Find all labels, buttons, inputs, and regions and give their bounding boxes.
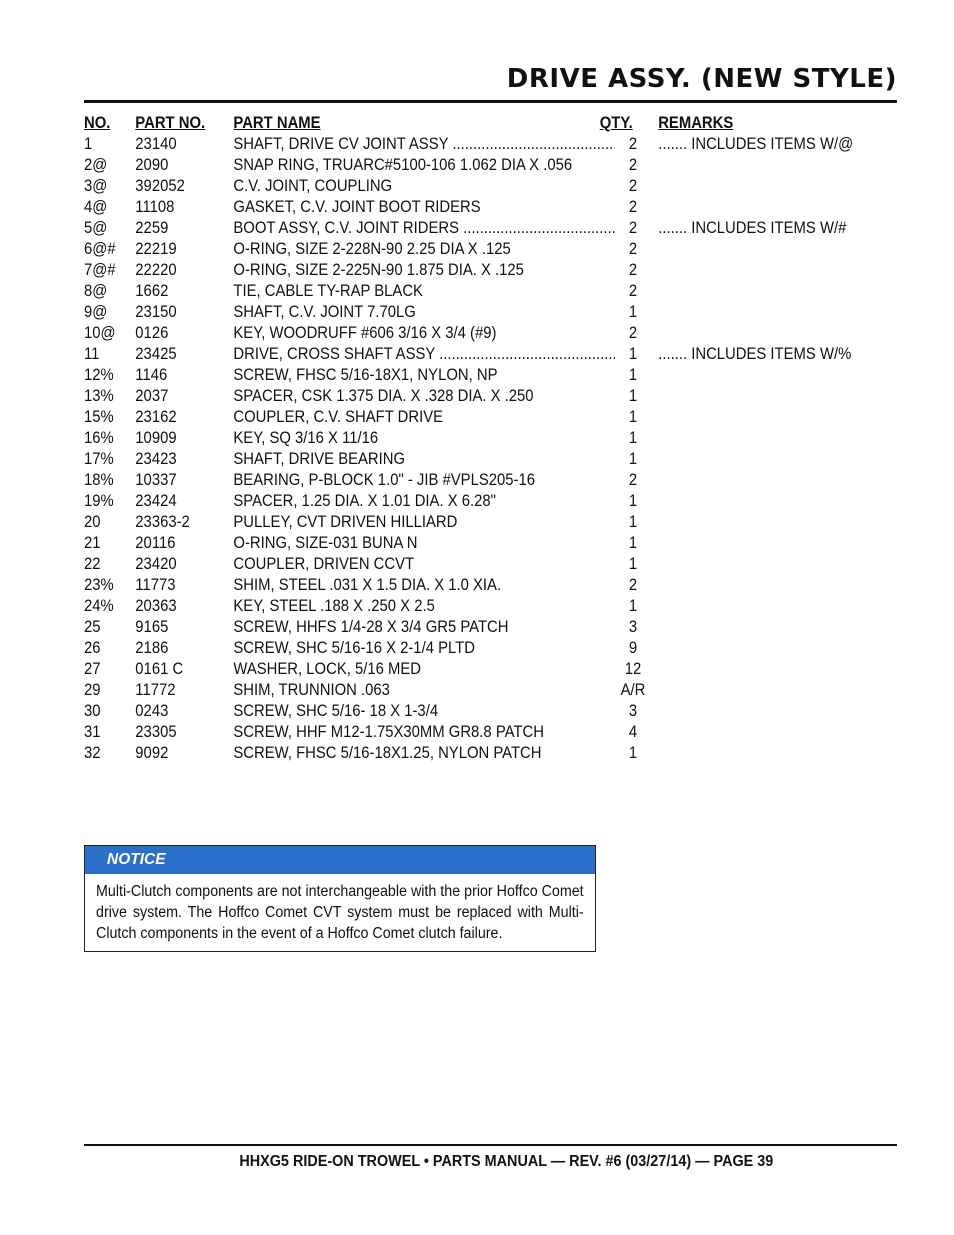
parts-row [84, 554, 786, 575]
parts-row [84, 197, 786, 218]
quantity: 12 [624, 660, 642, 678]
parts-row [84, 659, 786, 680]
item-number: 1 [84, 135, 93, 153]
part-name: O-RING, SIZE 2-225N-90 1.875 DIA. X .125 [233, 261, 524, 279]
part-name: SHIM, STEEL .031 X 1.5 DIA. X 1.0 XIA. [233, 576, 502, 594]
parts-row [84, 743, 786, 764]
quantity: 2 [628, 177, 638, 195]
part-number: 23420 [135, 555, 177, 573]
quantity: 3 [628, 702, 638, 720]
remarks: ....... INCLUDES ITEMS W/# [658, 218, 846, 239]
part-number: 2090 [135, 156, 169, 174]
quantity: 2 [628, 471, 638, 489]
part-number: 20363 [135, 597, 177, 615]
parts-row [84, 596, 786, 617]
item-number: 31 [84, 723, 101, 741]
quantity: 1 [628, 408, 638, 426]
parts-row [84, 512, 786, 533]
part-name: SNAP RING, TRUARC#5100-106 1.062 DIA X .056 [233, 156, 573, 174]
part-number: 11772 [135, 681, 176, 699]
part-name: KEY, SQ 3/16 X 11/16 [233, 429, 379, 447]
part-name: SPACER, CSK 1.375 DIA. X .328 DIA. X .250 [233, 387, 534, 405]
parts-row [84, 428, 786, 449]
quantity: 2 [628, 576, 638, 594]
parts-row [84, 638, 786, 659]
quantity: A/R [620, 681, 646, 699]
title-rule [84, 100, 897, 103]
parts-row [84, 407, 786, 428]
quantity: 1 [628, 597, 638, 615]
item-number: 23% [84, 576, 114, 594]
part-number: 2186 [135, 639, 169, 657]
parts-row [84, 323, 786, 344]
part-number: 23425 [135, 345, 177, 363]
part-number: 1662 [135, 282, 169, 300]
part-name: BEARING, P-BLOCK 1.0" - JIB #VPLS205-16 [233, 471, 535, 489]
parts-row [84, 386, 786, 407]
quantity: 2 [628, 324, 638, 342]
header-qty: QTY. [599, 114, 633, 132]
header-part-no: PART NO. [135, 114, 206, 132]
parts-row [84, 281, 786, 302]
part-name: GASKET, C.V. JOINT BOOT RIDERS [233, 198, 481, 216]
part-number: 2259 [135, 219, 169, 237]
item-number: 22 [84, 555, 101, 573]
item-number: 24% [84, 597, 114, 615]
parts-row [84, 449, 786, 470]
part-number: 23424 [135, 492, 177, 510]
parts-row [84, 470, 786, 491]
item-number: 10@ [84, 324, 116, 342]
item-number: 20 [84, 513, 101, 531]
parts-rows [84, 134, 864, 764]
header-part-name: PART NAME [233, 114, 321, 132]
quantity: 1 [628, 450, 638, 468]
part-number: 11108 [135, 198, 175, 216]
parts-row [84, 344, 852, 365]
part-number: 0161 C [135, 660, 184, 678]
parts-row [84, 680, 786, 701]
page-footer: HHXG5 RIDE-ON TROWEL • PARTS MANUAL — REV. #6 (03/27/14) — PAGE 39 [239, 1153, 773, 1170]
part-number: 23363-2 [135, 513, 190, 531]
part-number: 0243 [135, 702, 169, 720]
part-name: SHAFT, DRIVE CV JOINT ASSY ..... [233, 134, 615, 155]
quantity: 1 [628, 303, 638, 321]
parts-row [84, 617, 786, 638]
quantity: 1 [628, 534, 638, 552]
item-number: 17% [84, 450, 114, 468]
header-no: NO. [84, 114, 111, 132]
part-name: SPACER, 1.25 DIA. X 1.01 DIA. X 6.28" [233, 492, 496, 510]
part-number: 22220 [135, 261, 177, 279]
notice-text: Multi-Clutch components are not interchangeable with the prior Hoffco Comet drive system. The Hoffco Comet CVT system must be replaced with Multi-Clutch components in the event of a Hoffco Comet clutch failure. [96, 883, 584, 942]
notice-box [84, 845, 596, 952]
part-name: COUPLER, DRIVEN CCVT [233, 555, 415, 573]
quantity: 4 [628, 723, 638, 741]
item-number: 9@ [84, 303, 108, 321]
part-number: 20116 [135, 534, 176, 552]
part-name: SCREW, HHFS 1/4-28 X 3/4 GR5 PATCH [233, 618, 509, 636]
item-number: 27 [84, 660, 101, 678]
item-number: 5@ [84, 219, 108, 237]
part-number: 9092 [135, 744, 169, 762]
item-number: 30 [84, 702, 101, 720]
parts-row [84, 491, 786, 512]
item-number: 21 [84, 534, 101, 552]
item-number: 26 [84, 639, 101, 657]
quantity: 2 [628, 135, 638, 153]
part-name: WASHER, LOCK, 5/16 MED [233, 660, 422, 678]
parts-row [84, 134, 854, 155]
parts-row [84, 302, 786, 323]
parts-row [84, 239, 786, 260]
item-number: 6@# [84, 240, 116, 258]
part-name: SHIM, TRUNNION .063 [233, 681, 390, 699]
quantity: 2 [628, 156, 638, 174]
item-number: 7@# [84, 261, 116, 279]
item-number: 2@ [84, 156, 108, 174]
part-number: 9165 [135, 618, 169, 636]
parts-row [84, 155, 786, 176]
quantity: 2 [628, 261, 638, 279]
part-name: BOOT ASSY, C.V. JOINT RIDERS ..... [233, 218, 615, 239]
part-name: PULLEY, CVT DRIVEN HILLIARD [233, 513, 458, 531]
quantity: 1 [628, 744, 638, 762]
part-number: 10337 [135, 471, 177, 489]
part-name: SCREW, SHC 5/16- 18 X 1-3/4 [233, 702, 439, 720]
part-name: KEY, STEEL .188 X .250 X 2.5 [233, 597, 435, 615]
item-number: 12% [84, 366, 114, 384]
quantity: 1 [628, 345, 638, 363]
item-number: 32 [84, 744, 101, 762]
part-number: 23140 [135, 135, 177, 153]
quantity: 3 [628, 618, 638, 636]
part-number: 10909 [135, 429, 177, 447]
header-remarks: REMARKS [658, 114, 734, 132]
parts-row [84, 722, 786, 743]
item-number: 4@ [84, 198, 108, 216]
quantity: 2 [628, 198, 638, 216]
remarks: ....... INCLUDES ITEMS W/@ [658, 134, 853, 155]
parts-row [84, 533, 786, 554]
part-number: 22219 [135, 240, 177, 258]
parts-list-header [84, 113, 786, 134]
quantity: 1 [628, 555, 638, 573]
part-name: C.V. JOINT, COUPLING [233, 177, 393, 195]
item-number: 11 [84, 345, 100, 363]
quantity: 1 [628, 429, 638, 447]
item-number: 25 [84, 618, 101, 636]
part-name: O-RING, SIZE 2-228N-90 2.25 DIA X .125 [233, 240, 511, 258]
part-number: 23423 [135, 450, 177, 468]
part-name: SCREW, HHF M12-1.75X30MM GR8.8 PATCH [233, 723, 544, 741]
part-name: KEY, WOODRUFF #606 3/16 X 3/4 (#9) [233, 324, 497, 342]
part-number: 1146 [135, 366, 168, 384]
item-number: 19% [84, 492, 114, 510]
notice-heading: NOTICE [85, 846, 595, 874]
quantity: 9 [628, 639, 638, 657]
item-number: 3@ [84, 177, 108, 195]
parts-row [84, 218, 847, 239]
item-number: 18% [84, 471, 114, 489]
part-name: SHAFT, DRIVE BEARING [233, 450, 406, 468]
part-name: SCREW, FHSC 5/16-18X1.25, NYLON PATCH [233, 744, 542, 762]
part-name: COUPLER, C.V. SHAFT DRIVE [233, 408, 444, 426]
part-number: 2037 [135, 387, 169, 405]
item-number: 13% [84, 387, 114, 405]
part-name: O-RING, SIZE-031 BUNA N [233, 534, 418, 552]
parts-row [84, 176, 786, 197]
parts-row [84, 701, 786, 722]
item-number: 16% [84, 429, 114, 447]
parts-row [84, 365, 786, 386]
item-number: 8@ [84, 282, 108, 300]
item-number: 29 [84, 681, 101, 699]
part-name: SCREW, SHC 5/16-16 X 2-1/4 PLTD [233, 639, 475, 657]
page-title: DRIVE ASSY. (NEW STYLE) [506, 64, 897, 94]
quantity: 1 [628, 513, 638, 531]
parts-row [84, 575, 786, 596]
part-name: DRIVE, CROSS SHAFT ASSY ..... [233, 344, 615, 365]
quantity: 2 [628, 240, 638, 258]
parts-row [84, 260, 786, 281]
part-number: 23162 [135, 408, 177, 426]
part-number: 23305 [135, 723, 177, 741]
item-number: 15% [84, 408, 114, 426]
part-number: 23150 [135, 303, 177, 321]
part-name: SHAFT, C.V. JOINT 7.70LG [233, 303, 416, 321]
parts-list [84, 113, 864, 764]
part-name: TIE, CABLE TY-RAP BLACK [233, 282, 423, 300]
part-number: 392052 [135, 177, 185, 195]
quantity: 1 [628, 492, 638, 510]
remarks: ....... INCLUDES ITEMS W/% [658, 344, 851, 365]
quantity: 1 [628, 366, 638, 384]
part-number: 11773 [135, 576, 176, 594]
quantity: 1 [628, 387, 638, 405]
quantity: 2 [628, 282, 638, 300]
quantity: 2 [628, 219, 638, 237]
footer-rule [84, 1144, 897, 1146]
part-number: 0126 [135, 324, 169, 342]
part-name: SCREW, FHSC 5/16-18X1, NYLON, NP [233, 366, 498, 384]
